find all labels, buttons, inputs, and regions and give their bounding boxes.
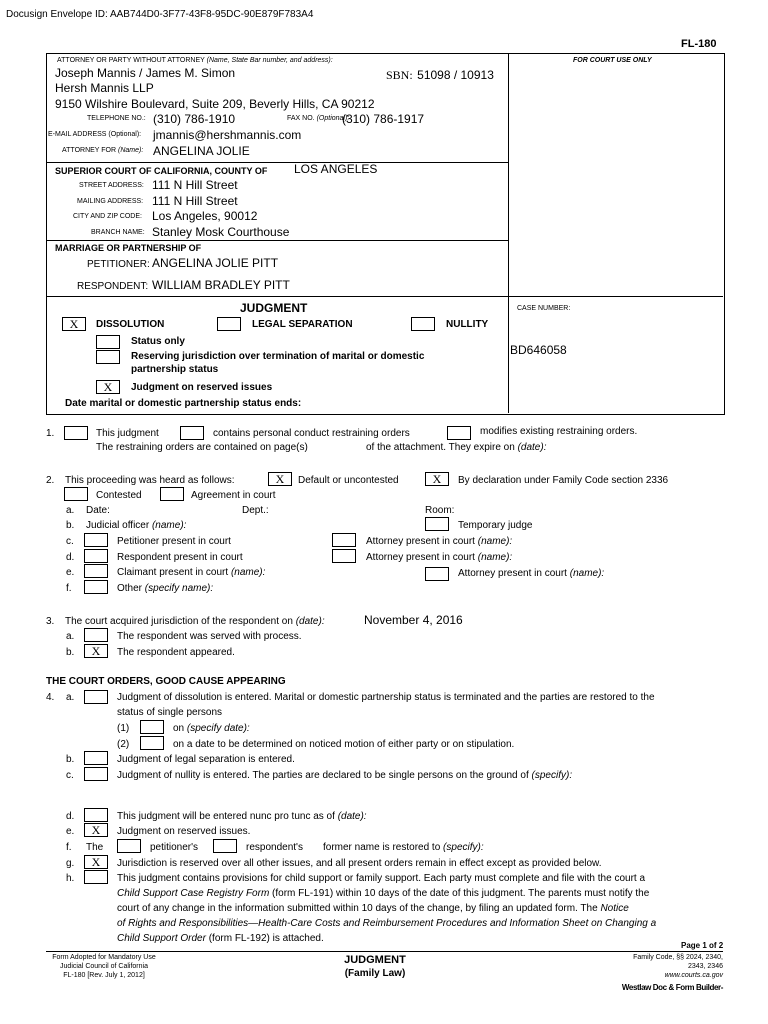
item-4e-letter: e.	[66, 826, 75, 837]
petitioner-name-label: petitioner's	[150, 842, 199, 853]
legal-separation-label: LEGAL SEPARATION	[252, 319, 353, 330]
judicial-officer-label: Judicial officer (name):	[86, 520, 187, 531]
nullity-entered-label: Judgment of nullity is entered. The parties are declared to be single persons on the ground of (specify):	[117, 770, 573, 781]
jurisdiction-label: The court acquired jurisdiction of the respondent on (date):	[65, 616, 325, 627]
temporary-judge-checkbox[interactable]	[425, 517, 449, 531]
restraining-orders-checkbox[interactable]	[180, 426, 204, 440]
item-4h-letter: h.	[66, 873, 75, 884]
child-support-line-1: This judgment contains provisions for child support or family support. Each party must complete and file with the court a	[117, 873, 646, 884]
petitioner-present-checkbox[interactable]	[84, 533, 108, 547]
code-line-1: Family Code, §§ 2024, 2340,	[633, 954, 723, 961]
petitioner-attorney-checkbox[interactable]	[332, 533, 356, 547]
jurisdiction-date: November 4, 2016	[364, 613, 463, 627]
child-support-checkbox[interactable]	[84, 870, 108, 884]
item-2d-letter: d.	[66, 552, 75, 563]
city-label: CITY AND ZIP CODE:	[73, 213, 142, 220]
street-label: STREET ADDRESS:	[79, 182, 144, 189]
item-2e-letter: e.	[66, 567, 75, 578]
respondent-attorney-label: Attorney present in court (name):	[366, 552, 513, 563]
attorney-for-value: ANGELINA JOLIE	[153, 144, 250, 158]
orders-heading: THE COURT ORDERS, GOOD CAUSE APPEARING	[46, 676, 286, 687]
nunc-pro-tunc-label: This judgment will be entered nunc pro tunc as of (date):	[117, 811, 367, 822]
case-number-label: CASE NUMBER:	[517, 305, 571, 312]
jurisdiction-reserved-checkbox[interactable]: X	[84, 855, 108, 869]
item-4a1-number: (1)	[117, 723, 130, 734]
judgment-title: JUDGMENT	[240, 301, 308, 315]
footer-subtitle: (Family Law)	[344, 968, 406, 979]
firm-address: 9150 Wilshire Boulevard, Suite 209, Beverly Hills, CA 90212	[55, 97, 375, 111]
temporary-judge-label: Temporary judge	[458, 520, 533, 531]
item-2f-letter: f.	[66, 583, 72, 594]
item-2c-letter: c.	[66, 536, 74, 547]
served-checkbox[interactable]	[84, 628, 108, 642]
website-link[interactable]: www.courts.ca.gov	[664, 972, 723, 979]
item-3b-letter: b.	[66, 647, 75, 658]
petitioner-present-label: Petitioner present in court	[117, 536, 231, 547]
child-support-line-3: court of any change in the information submitted within 10 days of the change, by filing an updated form. The Notice	[117, 903, 629, 914]
caption-rule	[46, 162, 509, 163]
envelope-id: Docusign Envelope ID: AAB744D0-3F77-43F8-95DC-90E879F783A4	[6, 9, 314, 20]
appeared-label: The respondent appeared.	[117, 647, 235, 658]
respondent-value: WILLIAM BRADLEY PITT	[152, 278, 290, 292]
court-heading: SUPERIOR COURT OF CALIFORNIA, COUNTY OF	[55, 166, 268, 176]
dissolution-entered-checkbox[interactable]	[84, 690, 108, 704]
law-firm: Hersh Mannis LLP	[55, 81, 154, 95]
default-label: Default or uncontested	[298, 475, 399, 486]
nunc-pro-tunc-checkbox[interactable]	[84, 808, 108, 822]
nullity-checkbox[interactable]	[411, 317, 435, 331]
reserving-label-1: Reserving jurisdiction over termination of marital or domestic	[131, 351, 425, 362]
reserved-issues-label: Judgment on reserved issues	[131, 382, 273, 393]
heard-label: This proceeding was heard as follows:	[65, 475, 235, 486]
agreement-label: Agreement in court	[191, 490, 276, 501]
served-label: The respondent was served with process.	[117, 631, 302, 642]
specify-date-label: on (specify date):	[173, 723, 250, 734]
child-support-line-5: Child Support Order (form FL-192) is attached.	[117, 933, 324, 944]
other-present-label: Other (specify name):	[117, 583, 214, 594]
item-2a-letter: a.	[66, 505, 75, 516]
branch-value: Stanley Mosk Courthouse	[152, 225, 290, 239]
email-value: jmannis@hershmannis.com	[153, 128, 302, 142]
fax-label: FAX NO. (Optional):	[287, 115, 350, 122]
street-value: 111 N Hill Street	[152, 178, 238, 192]
item-4f-letter: f.	[66, 842, 72, 853]
contested-checkbox[interactable]	[64, 487, 88, 501]
legal-separation-entered-label: Judgment of legal separation is entered.	[117, 754, 295, 765]
petitioner-value: ANGELINA JOLIE PITT	[152, 256, 279, 270]
reserving-label-2: partnership status	[131, 364, 219, 375]
item-4a2-number: (2)	[117, 739, 130, 750]
status-ends-label: Date marital or domestic partnership status ends:	[65, 398, 302, 409]
restraining-expire-label: of the attachment. They expire on (date):	[366, 442, 547, 453]
code-line-2: 2343, 2346	[687, 963, 723, 970]
agreement-checkbox[interactable]	[160, 487, 184, 501]
city-value: Los Angeles, 90012	[152, 209, 258, 223]
county-value: LOS ANGELES	[294, 162, 378, 176]
modifies-orders-label: modifies existing restraining orders.	[480, 426, 638, 437]
specify-date-checkbox[interactable]	[140, 720, 164, 734]
footer-rule	[46, 951, 723, 952]
status-only-checkbox[interactable]	[96, 335, 120, 349]
item-2b-letter: b.	[66, 520, 75, 531]
reserved-issues-entered-checkbox[interactable]: X	[84, 823, 108, 837]
telephone-label: TELEPHONE NO.:	[87, 115, 146, 122]
adopted-line-1: Form Adopted for Mandatory Use	[52, 954, 156, 961]
court-use-label: FOR COURT USE ONLY	[573, 57, 652, 64]
petitioner-attorney-label: Attorney present in court (name):	[366, 536, 513, 547]
respondent-attorney-checkbox[interactable]	[332, 549, 356, 563]
adopted-line-3: FL-180 [Rev. July 1, 2012]	[63, 972, 145, 979]
other-present-checkbox[interactable]	[84, 580, 108, 594]
attorney-for-label: ATTORNEY FOR (Name):	[62, 147, 144, 154]
telephone-value: (310) 786-1910	[153, 112, 236, 126]
hearing-date-label: Date:	[86, 505, 110, 516]
caption-rule	[46, 240, 509, 241]
respondent-label: RESPONDENT:	[77, 281, 149, 292]
modifies-orders-checkbox[interactable]	[447, 426, 471, 440]
item-4b-letter: b.	[66, 754, 75, 765]
form-number: FL-180	[681, 38, 717, 50]
declaration-checkbox[interactable]: X	[425, 472, 449, 486]
item-2-number: 2.	[46, 475, 55, 486]
legal-separation-entered-checkbox[interactable]	[84, 751, 108, 765]
status-only-label: Status only	[131, 336, 185, 347]
appeared-checkbox[interactable]: X	[84, 644, 108, 658]
item-1-number: 1.	[46, 428, 55, 439]
claimant-present-checkbox[interactable]	[84, 564, 108, 578]
petitioner-name-checkbox[interactable]	[117, 839, 141, 853]
parties-heading: MARRIAGE OR PARTNERSHIP OF	[55, 243, 202, 253]
item-4d-letter: d.	[66, 811, 75, 822]
case-number-value: BD646058	[510, 343, 567, 357]
dissolution-label: DISSOLUTION	[96, 319, 165, 330]
declaration-label: By declaration under Family Code section 2336	[458, 475, 669, 486]
caption-divider	[508, 53, 509, 413]
email-label: E-MAIL ADDRESS (Optional):	[48, 131, 142, 138]
mailing-label: MAILING ADDRESS:	[77, 198, 144, 205]
claimant-present-label: Claimant present in court (name):	[117, 567, 266, 578]
reserving-jurisdiction-checkbox[interactable]	[96, 350, 120, 364]
child-support-line-4: of Rights and Responsibilities—Health-Care Costs and Reimbursement Procedures and Information Sheet on Changing a	[117, 918, 657, 929]
dissolution-entered-line-1: Judgment of dissolution is entered. Marital or domestic partnership status is terminated and the parties are restored to the	[117, 692, 655, 703]
claimant-attorney-checkbox[interactable]	[425, 567, 449, 581]
contested-label: Contested	[96, 490, 142, 501]
jurisdiction-reserved-label: Jurisdiction is reserved over all other issues, and all present orders remain in effect except as provided below.	[117, 858, 602, 869]
hearing-room-label: Room:	[425, 505, 455, 516]
branch-label: BRANCH NAME:	[91, 229, 145, 236]
noticed-motion-label: on a date to be determined on noticed motion of either party or on stipulation.	[173, 739, 515, 750]
this-judgment-label: This judgment	[96, 428, 159, 439]
restraining-pages-label: The restraining orders are contained on page(s)	[96, 442, 308, 453]
caption-rule	[46, 296, 723, 297]
mailing-value: 111 N Hill Street	[152, 194, 238, 208]
item-4a-letter: a.	[66, 692, 75, 703]
item-3-number: 3.	[46, 616, 55, 627]
reserved-issues-checkbox[interactable]: X	[96, 380, 120, 394]
dissolution-checkbox[interactable]: X	[62, 317, 86, 331]
dissolution-entered-line-2: status of single persons	[117, 707, 223, 718]
petitioner-label: PETITIONER:	[87, 259, 150, 270]
item-4-number: 4.	[46, 692, 55, 703]
page-indicator: Page 1 of 2	[681, 941, 724, 950]
child-support-line-2: Child Support Case Registry Form (form FL-191) within 10 days of the date of this judgment. The parents must notify the	[117, 888, 650, 899]
nullity-entered-checkbox[interactable]	[84, 767, 108, 781]
item-4g-letter: g.	[66, 858, 75, 869]
footer-title: JUDGMENT	[344, 954, 406, 966]
hearing-dept-label: Dept.:	[242, 505, 269, 516]
respondent-present-label: Respondent present in court	[117, 552, 243, 563]
noticed-motion-checkbox[interactable]	[140, 736, 164, 750]
attorney-label: ATTORNEY OR PARTY WITHOUT ATTORNEY (Name, State Bar number, and address):	[57, 57, 333, 64]
item-3a-letter: a.	[66, 631, 75, 642]
reserved-issues-entered-label: Judgment on reserved issues.	[117, 826, 251, 837]
builder-logo: Westlaw Doc & Form Builder-	[621, 983, 723, 992]
item-4c-letter: c.	[66, 770, 74, 781]
attorney-names: Joseph Mannis / James M. Simon	[55, 66, 236, 80]
adopted-line-2: Judicial Council of California	[60, 963, 148, 970]
respondent-name-checkbox[interactable]	[213, 839, 237, 853]
respondent-name-label: respondent's	[246, 842, 303, 853]
legal-separation-checkbox[interactable]	[217, 317, 241, 331]
claimant-attorney-label: Attorney present in court (name):	[458, 568, 605, 579]
nullity-label: NULLITY	[446, 319, 489, 330]
default-checkbox[interactable]: X	[268, 472, 292, 486]
fax-value: (310) 786-1917	[342, 112, 425, 126]
name-restored-the: The	[86, 842, 104, 853]
state-bar-number: SBN: 51098 / 10913	[386, 68, 494, 82]
respondent-present-checkbox[interactable]	[84, 549, 108, 563]
name-restored-label: former name is restored to (specify):	[323, 842, 484, 853]
this-judgment-checkbox[interactable]	[64, 426, 88, 440]
restraining-orders-label: contains personal conduct restraining orders	[213, 428, 410, 439]
